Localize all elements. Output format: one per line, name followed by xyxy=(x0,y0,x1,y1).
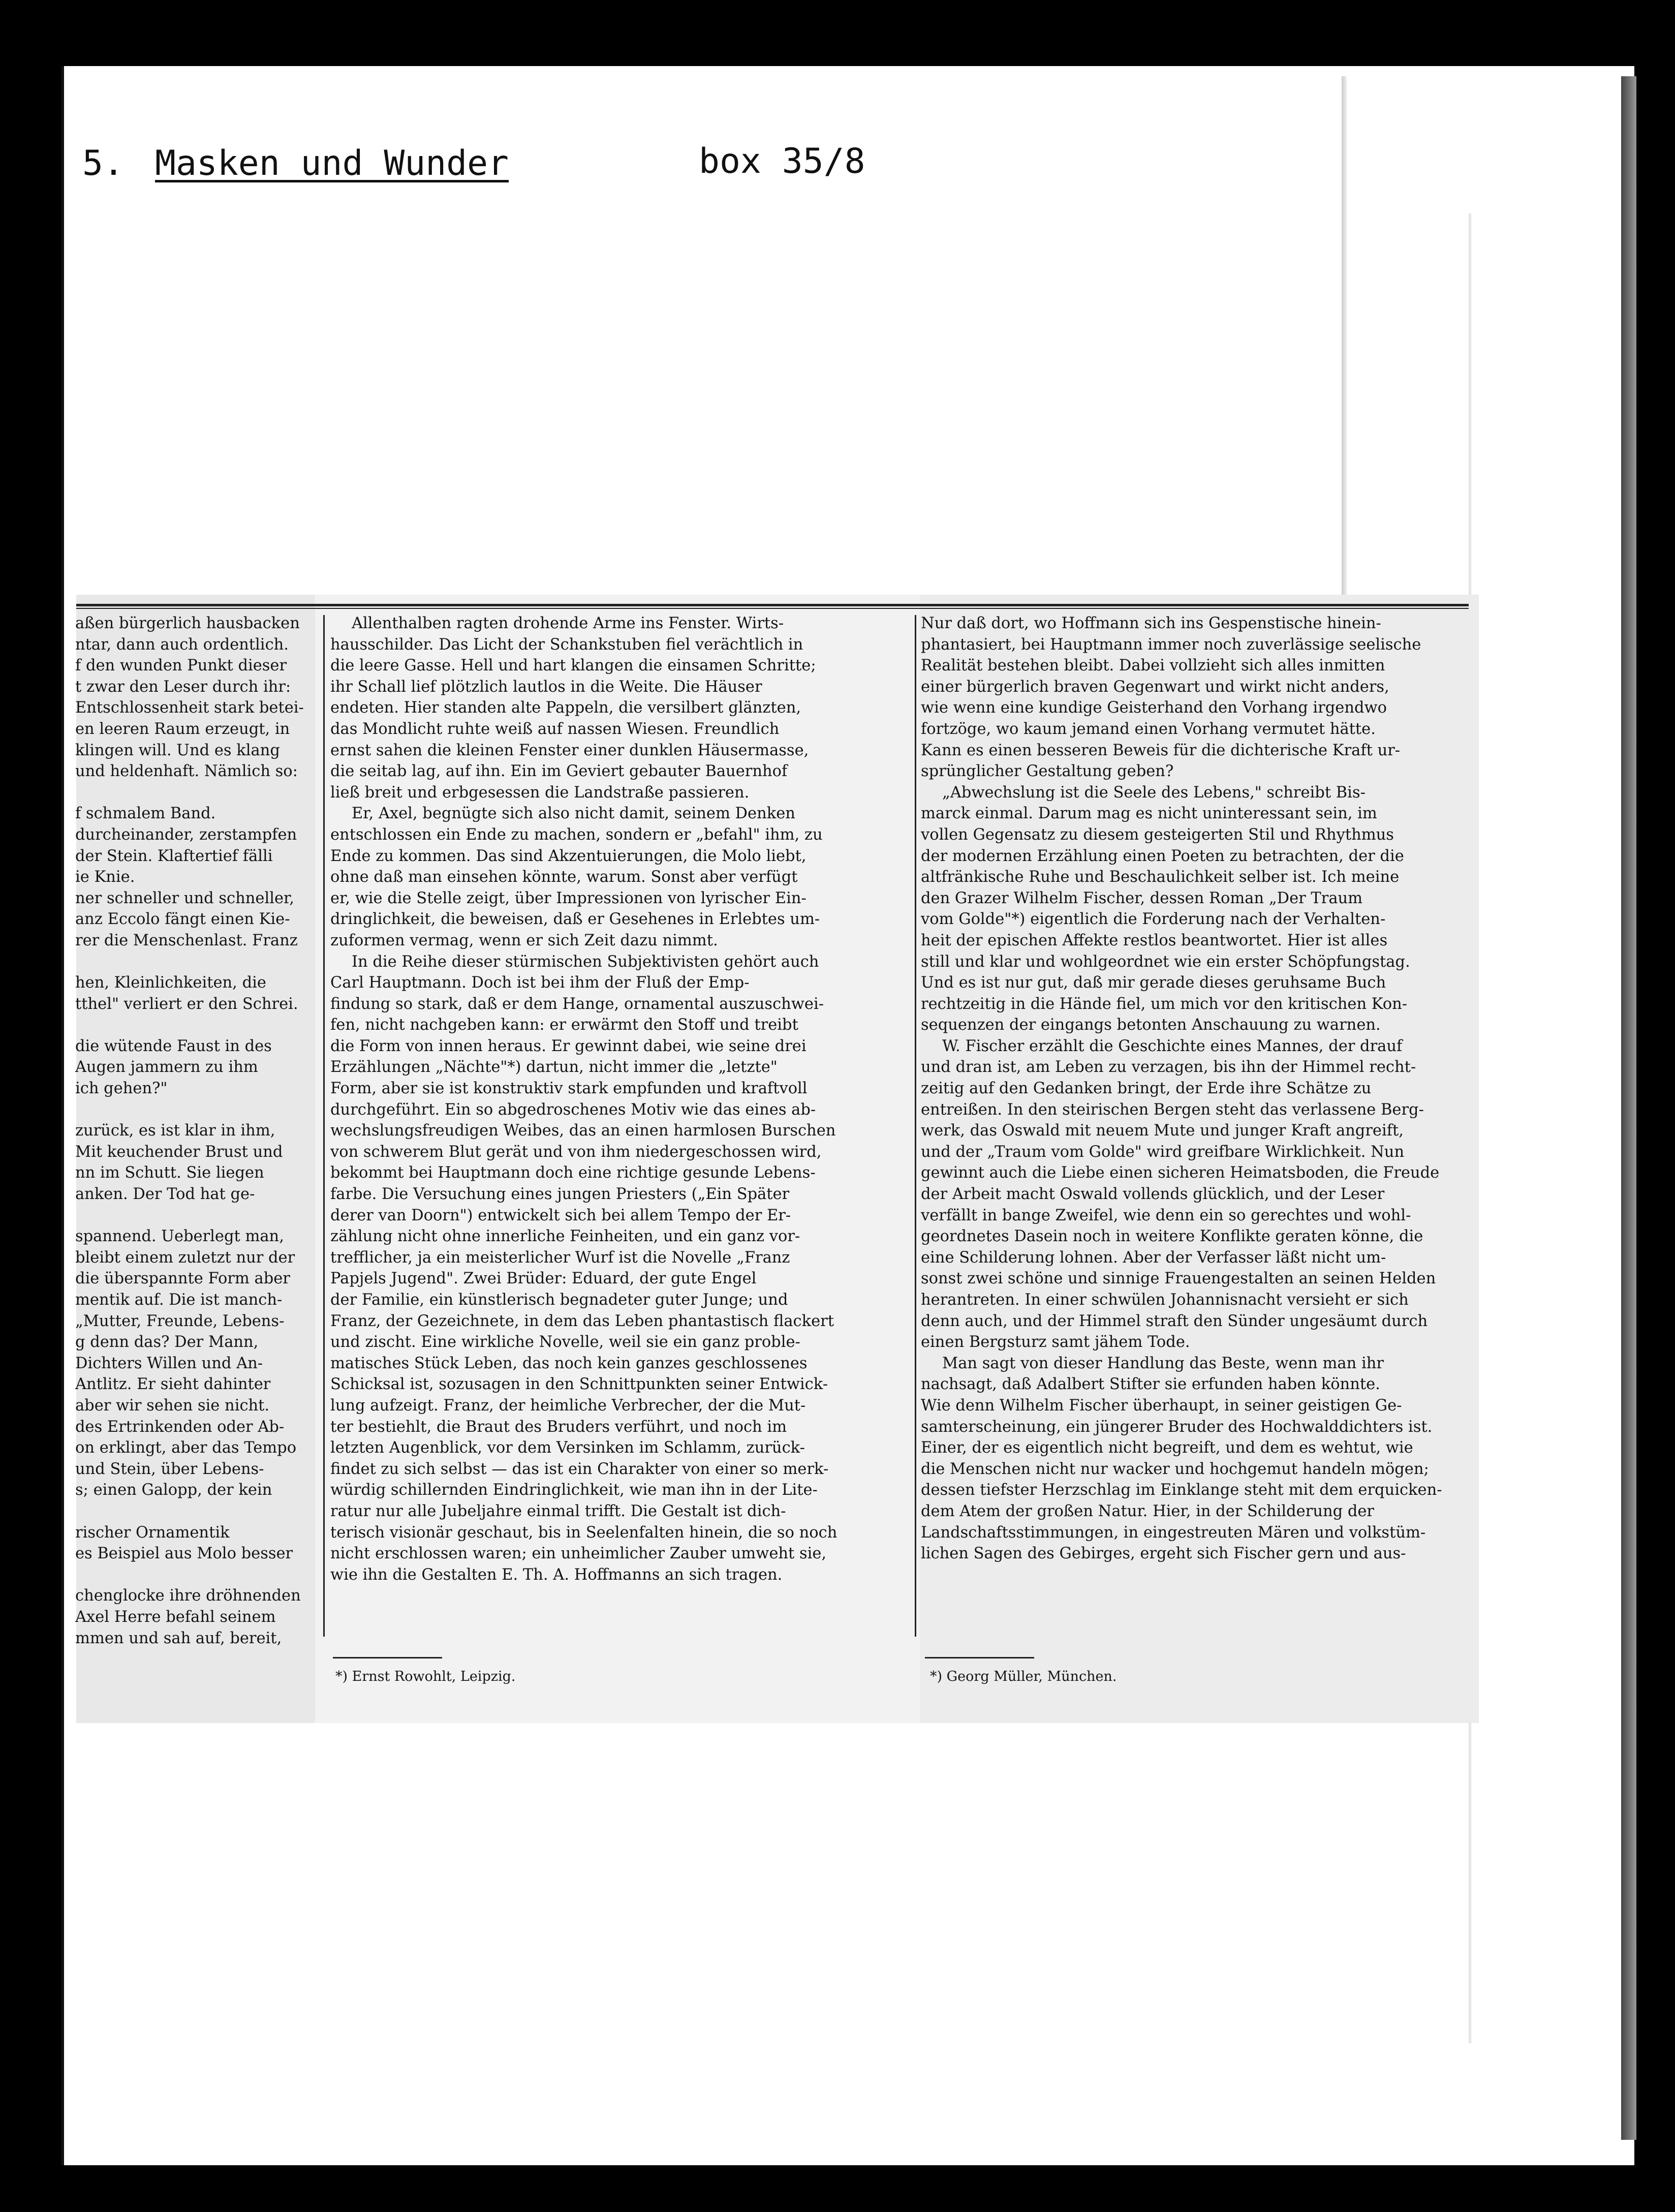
text-line: Man sagt von dieser Handlung das Beste, wenn man ihr xyxy=(942,1354,1384,1372)
text-line: und heldenhaft. Nämlich so: xyxy=(75,762,298,781)
text-line: der Stein. Klaftertief fälli xyxy=(75,847,273,865)
text-line: „Abwechslung ist die Seele des Lebens," schreibt Bis- xyxy=(942,783,1366,802)
text-line: anken. Der Tod hat ge- xyxy=(75,1185,255,1204)
text-line: sonst zwei schöne und sinnige Frauengestalten an seinen Helden xyxy=(921,1270,1436,1288)
text-line: tthel" verliert er den Schrei. xyxy=(75,995,298,1013)
text-line: trefflicher, ja ein meisterlicher Wurf ist die Novelle „Franz xyxy=(330,1248,790,1267)
text-line: dessen tiefster Herzschlag im Einklange steht mit dem erquicken- xyxy=(921,1481,1442,1499)
text-line: matisches Stück Leben, das noch kein ganzes geschlossenes xyxy=(330,1354,808,1372)
text-line: Allenthalben ragten drohende Arme ins Fenster. Wirts- xyxy=(352,615,784,632)
text-line: farbe. Die Versuchung eines jungen Priesters („Ein Später xyxy=(330,1185,790,1204)
text-line: rer die Menschenlast. Franz xyxy=(75,931,298,949)
text-line: terisch visionär geschaut, bis in Seelenfalten hinein, die so noch xyxy=(330,1523,837,1542)
text-line xyxy=(75,1501,319,1522)
text-line: bekommt bei Hauptmann doch eine richtige gesunde Lebens- xyxy=(330,1164,816,1182)
text-line: ntar, dann auch ordentlich. xyxy=(75,635,289,654)
clipping-top-rule xyxy=(76,604,1469,606)
text-line: on erklingt, aber das Tempo xyxy=(75,1439,297,1457)
text-line: Papjels Jugend". Zwei Brüder: Eduard, der gute Engel xyxy=(330,1270,757,1288)
text-line: t zwar den Leser durch ihr: xyxy=(75,678,291,696)
text-line: er, wie die Stelle zeigt, über Impressionen von lyrischer Ein- xyxy=(330,889,807,907)
text-line: derer van Doorn") entwickelt sich bei allem Tempo der Er- xyxy=(330,1206,791,1224)
text-line: lung aufzeigt. Franz, der heimliche Verbrecher, der die Mut- xyxy=(330,1396,806,1415)
text-line: Landschaftsstimmungen, in eingestreuten Mären und volkstüm- xyxy=(921,1523,1426,1542)
text-line: Schicksal ist, sozusagen in den Schnittpunkten seiner Entwick- xyxy=(330,1375,828,1394)
text-line: eine Schilderung lohnen. Aber der Verfasser läßt nicht um- xyxy=(921,1248,1386,1267)
text-line: zählung nicht ohne innerliche Feinheiten, und ein ganz vor- xyxy=(330,1227,800,1246)
header-number: 5. xyxy=(82,143,124,183)
text-line: anz Eccolo fängt einen Kie- xyxy=(75,910,290,929)
text-line: mentik auf. Die ist manch- xyxy=(75,1291,283,1309)
text-line: nachsagt, daß Adalbert Stifter sie erfunden haben könnte. xyxy=(921,1375,1380,1394)
right-footnote-rule xyxy=(925,1657,1034,1658)
text-line: Antlitz. Er sieht dahinter xyxy=(75,1375,271,1394)
text-line: durcheinander, zerstampfen xyxy=(75,825,297,844)
text-line: heit der epischen Affekte restlos beantwortet. Hier ist alles xyxy=(921,931,1388,949)
text-line: ernst sahen die kleinen Fenster einer dunklen Häusermasse, xyxy=(330,741,809,759)
text-line: fortzöge, wo kaum jemand einen Vorhang vermutet hätte. xyxy=(921,720,1376,738)
text-line: Entschlossenheit stark betei- xyxy=(75,699,304,717)
text-line: f den wunden Punkt dieser xyxy=(75,657,287,675)
text-line: Kann es einen besseren Beweis für die dichterische Kraft ur- xyxy=(921,741,1401,759)
text-line: fen, nicht nachgeben kann: er erwärmt den Stoff und treibt xyxy=(330,1016,798,1034)
column-divider-left xyxy=(323,615,325,1637)
text-line: ich gehen?" xyxy=(75,1080,168,1098)
text-line: altfränkische Ruhe und Beschaulichkeit selber ist. Ich meine xyxy=(921,868,1400,886)
text-line: ner schneller und schneller, xyxy=(75,889,294,907)
text-line: wechslungsfreudigen Weibes, das an einen harmlosen Burschen xyxy=(330,1122,836,1140)
text-line: endeten. Hier standen alte Pappeln, die versilbert glänzten, xyxy=(330,699,801,717)
text-line: durchgeführt. Ein so abgedroschenes Motiv wie das eines ab- xyxy=(330,1100,816,1119)
text-line: hen, Kleinlichkeiten, die xyxy=(75,974,266,992)
text-line: rischer Ornamentik xyxy=(75,1523,230,1542)
text-line: Wie denn Wilhelm Fischer überhaupt, in seiner geistigen Ge- xyxy=(921,1396,1402,1415)
text-line: des Ertrinkenden oder Ab- xyxy=(75,1418,285,1436)
column-divider-right xyxy=(915,615,916,1637)
text-line xyxy=(75,1015,319,1036)
text-line: geordnetes Dasein noch in weitere Konflikte geraten könne, die xyxy=(921,1227,1423,1246)
text-line: ließ breit und erbgesessen die Landstraße passieren. xyxy=(330,783,750,802)
left-fragment-column xyxy=(75,613,319,1647)
text-line: Form, aber sie ist konstruktiv stark empfunden und kraftvoll xyxy=(330,1080,808,1098)
text-line: s; einen Galopp, der kein xyxy=(75,1481,272,1499)
text-line: die seitab lag, auf ihn. Ein im Geviert gebauter Bauernhof xyxy=(330,762,788,781)
text-line: Nur daß dort, wo Hoffmann sich ins Gespenstische hinein- xyxy=(921,615,1381,632)
text-line: werk, das Oswald mit neuem Mute und junger Kraft angreift, xyxy=(921,1122,1404,1140)
text-line: marck einmal. Darum mag es nicht uninteressant sein, im xyxy=(921,805,1377,823)
text-line: wie ihn die Gestalten E. Th. A. Hoffmanns an sich tragen. xyxy=(330,1565,783,1584)
text-line: Und es ist nur gut, daß mir gerade dieses geruhsame Buch xyxy=(921,974,1386,992)
text-line: vollen Gegensatz zu diesem gesteigerten Stil und Rhythmus xyxy=(921,825,1394,844)
text-line: vom Golde"*) eigentlich die Forderung nach der Verhalten- xyxy=(921,910,1386,929)
text-line: die Form von innen heraus. Er gewinnt dabei, wie seine drei xyxy=(330,1037,807,1055)
text-line xyxy=(75,1099,319,1121)
text-line: die Menschen nicht nur wacker und hochgemut handeln mögen; xyxy=(921,1460,1429,1478)
newspaper-clipping xyxy=(76,595,1479,1723)
text-line: Axel Herre befahl seinem xyxy=(75,1608,276,1626)
text-line: chenglocke ihre dröhnenden xyxy=(75,1587,301,1605)
sheet-edge-shadow xyxy=(1621,76,1636,2140)
middle-column xyxy=(330,613,910,1630)
text-line: Ende zu kommen. Das sind Akzentuierungen, die Molo liebt, xyxy=(330,847,807,865)
text-line: einer bürgerlich braven Gegenwart und wirkt nicht anders, xyxy=(921,678,1389,696)
header-title: Masken und Wunder xyxy=(155,143,509,183)
text-line: einen Bergsturz samt jähem Tode. xyxy=(921,1333,1190,1351)
text-line: hausschilder. Das Licht der Schankstuben fiel verächtlich in xyxy=(330,635,803,654)
text-line: es Beispiel aus Molo besser xyxy=(75,1545,293,1563)
text-line: verfällt in bange Zweifel, wie denn ein so gerechtes und wohl- xyxy=(921,1206,1411,1224)
text-line: ter bestiehlt, die Braut des Bruders verführt, und noch im xyxy=(330,1418,787,1436)
header-box-number: box 35/8 xyxy=(699,141,865,181)
text-line: und Stein, über Lebens- xyxy=(75,1460,264,1478)
text-line: dringlichkeit, die beweisen, daß er Gesehenes in Erlebtes um- xyxy=(330,910,820,929)
text-line: phantasiert, bei Hauptmann immer noch zuverlässige seelische xyxy=(921,635,1421,654)
text-line: aßen bürgerlich hausbacken xyxy=(75,615,300,632)
text-line: Franz, der Gezeichnete, in dem das Leben phantastisch flackert xyxy=(330,1312,834,1330)
text-line: klingen will. Und es klang xyxy=(75,741,280,759)
text-line: würdig schillernden Eindringlichkeit, wie man ihn in der Lite- xyxy=(330,1481,818,1499)
text-line: die wütende Faust in des xyxy=(75,1037,272,1055)
text-line: en leeren Raum erzeugt, in xyxy=(75,720,290,738)
text-line: und dran ist, am Leben zu verzagen, bis ihn der Himmel recht- xyxy=(921,1058,1416,1077)
text-line: sprünglicher Gestaltung geben? xyxy=(921,762,1174,781)
text-line: nn im Schutt. Sie liegen xyxy=(75,1164,264,1182)
text-line: W. Fischer erzählt die Geschichte eines Mannes, der drauf xyxy=(942,1037,1403,1055)
text-line: ihr Schall lief plötzlich lautlos in die Weite. Die Häuser xyxy=(330,678,762,696)
text-line: Carl Hauptmann. Doch ist bei ihm der Fluß der Emp- xyxy=(330,974,750,992)
right-footnote: *) Georg Müller, München. xyxy=(930,1669,1117,1684)
text-line: findung so stark, daß er dem Hange, ornamental auszuschwei- xyxy=(330,995,824,1013)
text-line: still und klar und wohlgeordnet wie ein erster Schöpfungstag. xyxy=(921,953,1410,971)
clipping-top-rule-thin xyxy=(76,608,1469,609)
text-line: nicht erschlossen waren; ein unheimlicher Zauber umweht sie, xyxy=(330,1545,827,1563)
text-line xyxy=(75,1205,319,1226)
text-line: g denn das? Der Mann, xyxy=(75,1333,259,1351)
text-line: wie wenn eine kundige Geisterhand den Vorhang irgendwo xyxy=(921,699,1387,717)
text-line: Mit keuchender Brust und xyxy=(75,1143,283,1161)
text-line: sequenzen der eingangs betonten Anschauung zu warnen. xyxy=(921,1016,1381,1034)
text-line: den Grazer Wilhelm Fischer, dessen Roman „Der Traum xyxy=(921,889,1363,907)
text-line: lichen Sagen des Gebirges, ergeht sich Fischer gern und aus- xyxy=(921,1545,1406,1563)
text-line: der modernen Erzählung einen Poeten zu betrachten, der die xyxy=(921,847,1404,865)
text-line: findet zu sich selbst — das ist ein Charakter von einer so merk- xyxy=(330,1460,829,1478)
text-line: das Mondlicht ruhte weiß auf nassen Wiesen. Freundlich xyxy=(330,720,780,738)
text-line: f schmalem Band. xyxy=(75,805,216,823)
text-line: ratur nur alle Jubeljahre einmal trifft. Die Gestalt ist dich- xyxy=(330,1502,786,1520)
text-line: gewinnt auch die Liebe einen sicheren Heimatsboden, die Freude xyxy=(921,1164,1440,1182)
text-line: zeitig auf den Gedanken bringt, der Erde ihre Schätze zu xyxy=(921,1080,1372,1098)
text-line: spannend. Ueberlegt man, xyxy=(75,1227,284,1246)
text-line: Augen jammern zu ihm xyxy=(75,1058,258,1077)
text-line: zurück, es ist klar in ihm, xyxy=(75,1122,275,1140)
text-line: herantreten. In einer schwülen Johannisnacht versieht er sich xyxy=(921,1291,1409,1309)
right-column xyxy=(921,613,1475,1630)
text-line: der Arbeit macht Oswald vollends glücklich, und der Leser xyxy=(921,1185,1385,1204)
text-line: Dichters Willen und An- xyxy=(75,1354,263,1372)
text-line: „Mutter, Freunde, Lebens- xyxy=(75,1312,285,1330)
text-line: die überspannte Form aber xyxy=(75,1270,290,1288)
text-line: die leere Gasse. Hell und hart klangen die einsamen Schritte; xyxy=(330,657,816,675)
text-line: dem Atem der großen Natur. Hier, in der Schilderung der xyxy=(921,1502,1374,1520)
text-line: rechtzeitig in die Hände fiel, um mich vor den kritischen Kon- xyxy=(921,995,1408,1013)
text-line: entschlossen ein Ende zu machen, sondern er „befahl" ihm, zu xyxy=(330,825,823,844)
text-line: samterscheinung, ein jüngerer Bruder des Hochwalddichters ist. xyxy=(921,1418,1433,1436)
text-line: und der „Traum vom Golde" wird greifbare Wirklichkeit. Nun xyxy=(921,1143,1405,1161)
text-line xyxy=(75,782,319,804)
text-line: und zischt. Eine wirkliche Novelle, weil sie ein ganz proble- xyxy=(330,1333,800,1351)
text-line: entreißen. In den steirischen Bergen steht das verlassene Berg- xyxy=(921,1100,1424,1119)
text-line: Erzählungen „Nächte"*) dartun, nicht immer die „letzte" xyxy=(330,1058,778,1077)
text-line: von schwerem Blut gerät und von ihm niedergeschossen wird, xyxy=(330,1143,822,1161)
text-line xyxy=(75,1564,319,1586)
text-line: mmen und sah auf, bereit, xyxy=(75,1629,282,1647)
text-line: Er, Axel, begnügte sich also nicht damit, seinem Denken xyxy=(352,805,795,823)
archive-header-label xyxy=(76,136,940,192)
text-line: letzten Augenblick, vor dem Versinken im Schlamm, zurück- xyxy=(330,1439,805,1457)
middle-footnote: *) Ernst Rowohlt, Leipzig. xyxy=(335,1669,516,1684)
text-line: bleibt einem zuletzt nur der xyxy=(75,1248,295,1267)
text-line: aber wir sehen sie nicht. xyxy=(75,1396,270,1415)
text-line: ohne daß man einsehen könnte, warum. Sonst aber verfügt xyxy=(330,868,798,886)
text-line: Einer, der es eigentlich nicht begreift, und dem es wehtut, wie xyxy=(921,1439,1413,1457)
text-line: ie Knie. xyxy=(75,868,135,886)
text-line: zuformen vermag, wenn er sich Zeit dazu nimmt. xyxy=(330,931,718,949)
text-line xyxy=(75,951,319,973)
middle-footnote-rule xyxy=(333,1657,442,1658)
text-line: Realität bestehen bleibt. Dabei vollzieht sich alles inmitten xyxy=(921,657,1385,675)
text-line: In die Reihe dieser stürmischen Subjektivisten gehört auch xyxy=(352,953,819,971)
text-line: der Familie, ein künstlerisch begnadeter guter Junge; und xyxy=(330,1291,788,1309)
text-line: denn auch, und der Himmel straft den Sünder ungesäumt durch xyxy=(921,1312,1428,1330)
